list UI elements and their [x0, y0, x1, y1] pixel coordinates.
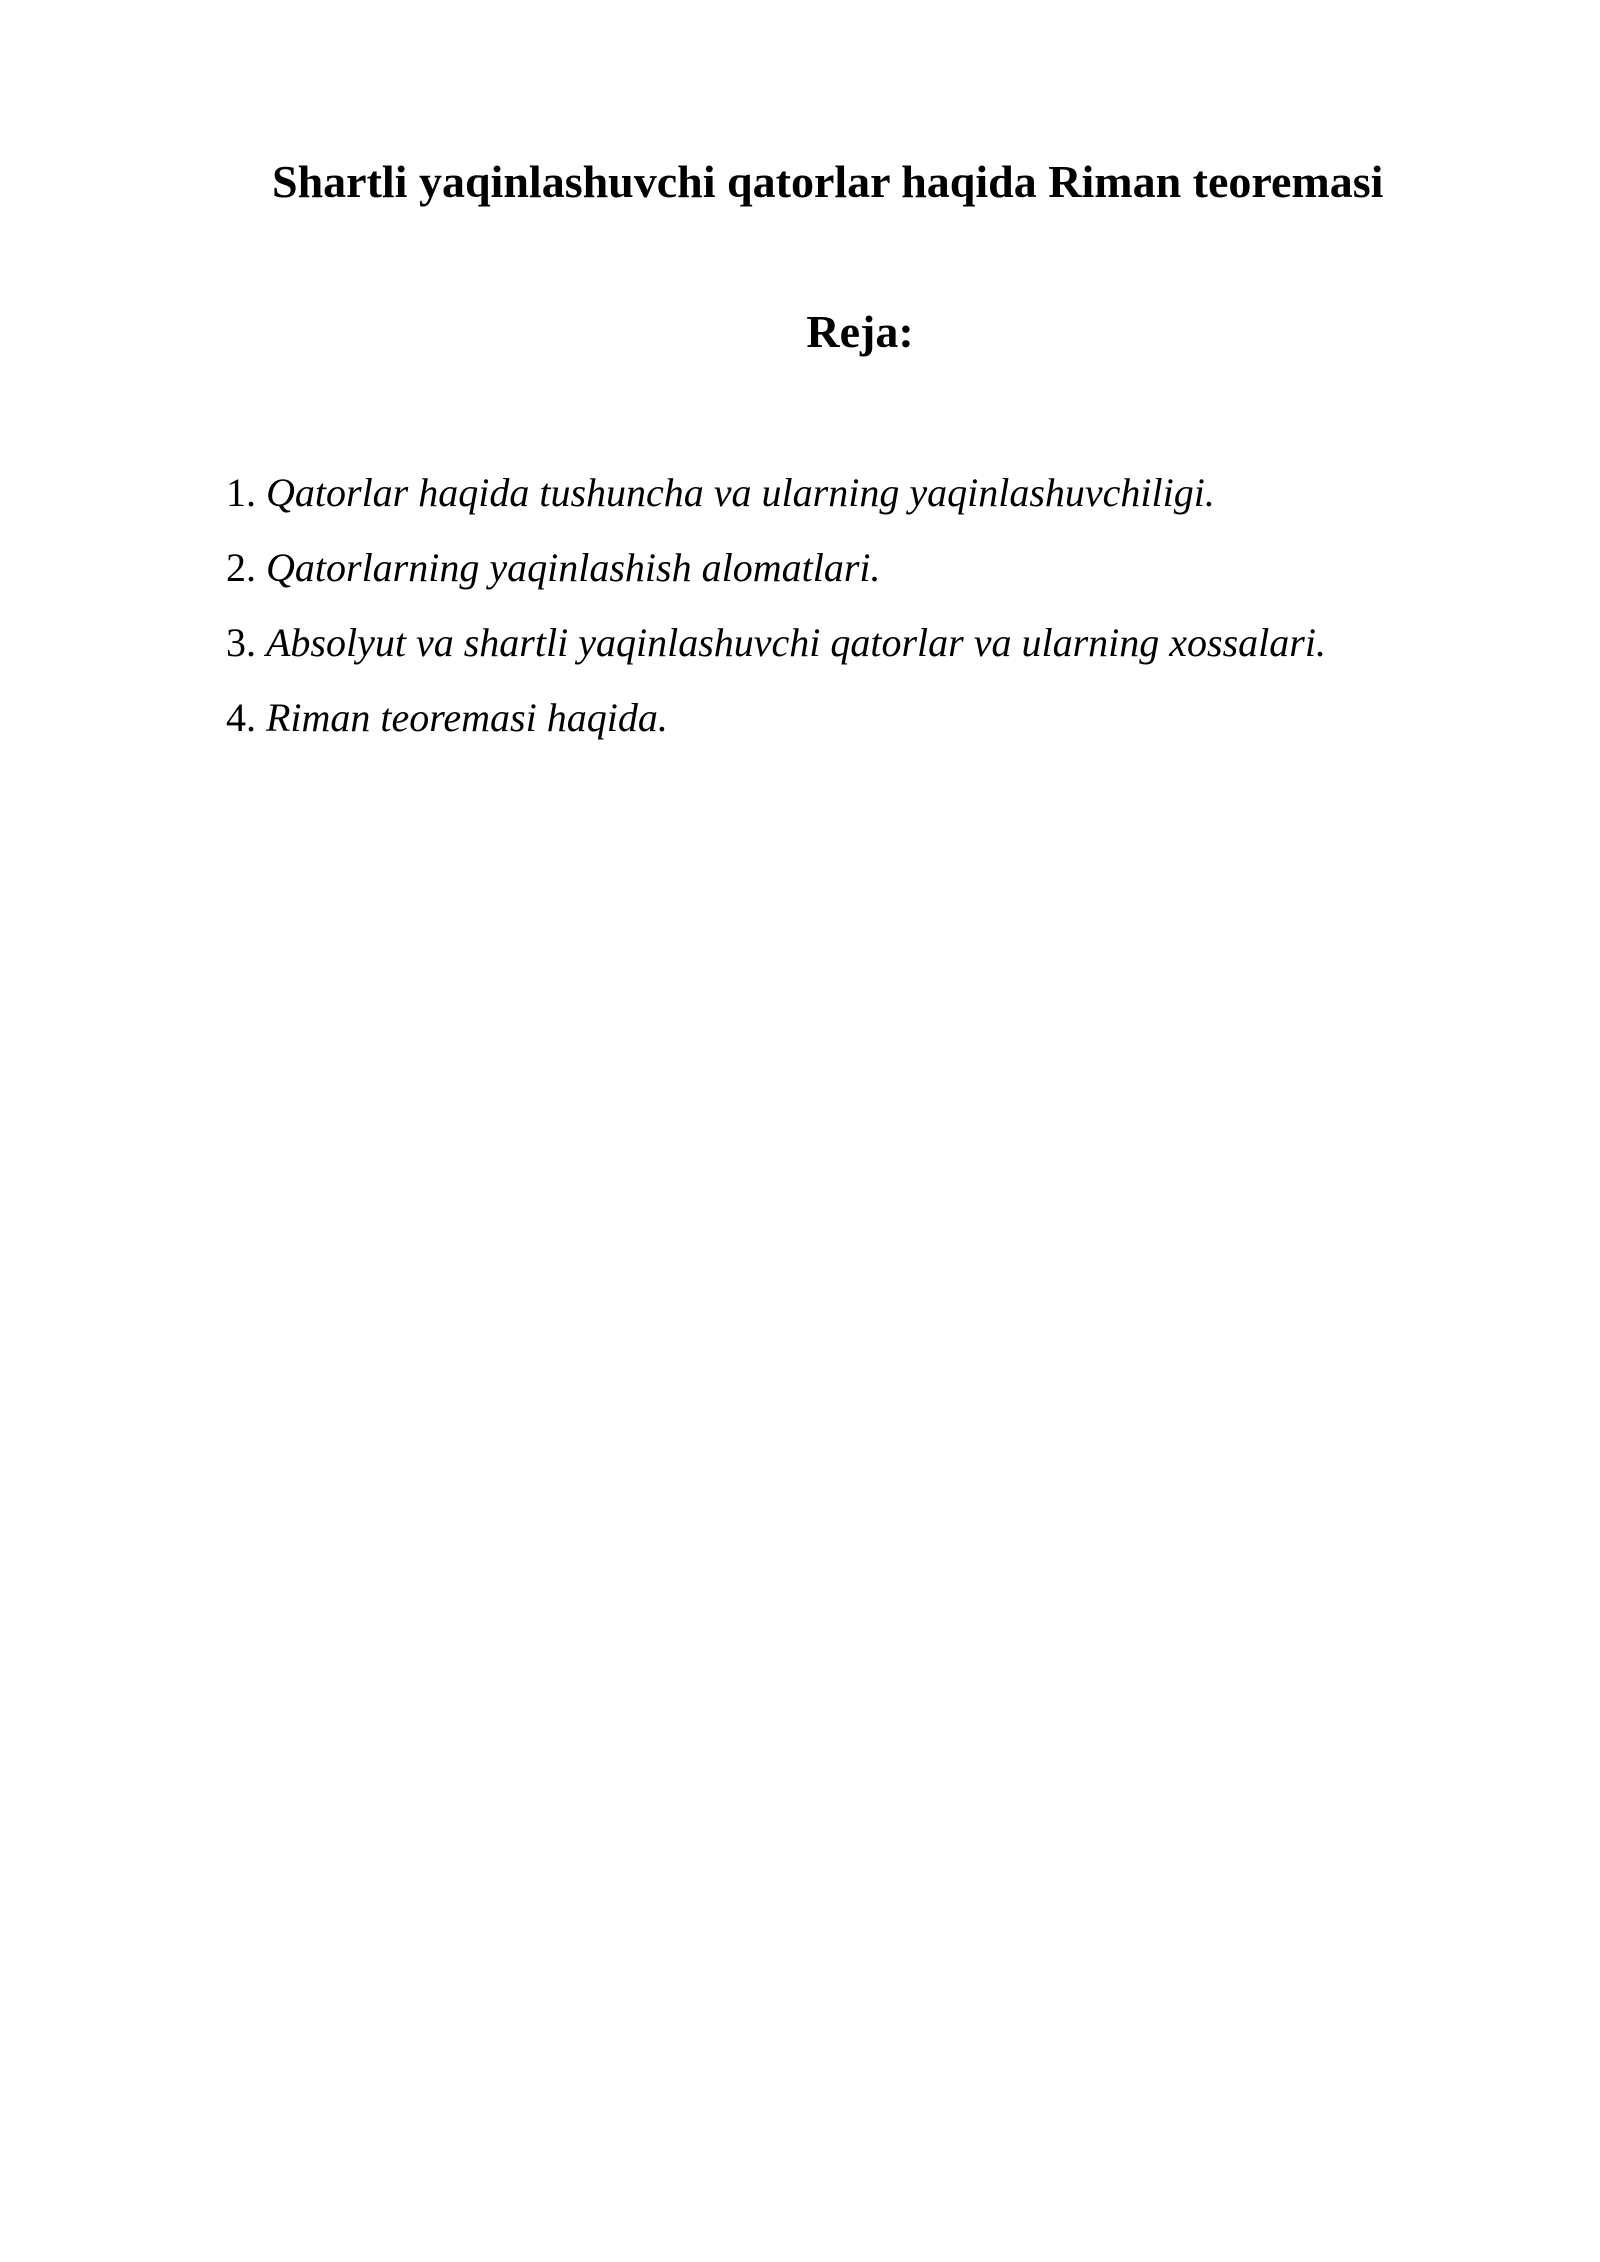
plan-item	[226, 540, 1326, 615]
plan-item	[226, 690, 1326, 765]
plan-item-number: 3.	[226, 620, 256, 665]
plan-item-text: Absolyut va shartli yaqinlashuvchi qatorlar va ularning xossalari.	[266, 620, 1326, 665]
plan-list	[226, 465, 1326, 765]
plan-item-text: Qatorlarning yaqinlashish alomatlari.	[266, 545, 881, 590]
document-title: Shartli yaqinlashuvchi qatorlar haqida Riman teoremasi	[272, 156, 1384, 207]
plan-item	[226, 465, 1326, 540]
plan-item-number: 2.	[226, 545, 256, 590]
plan-heading: Reja:	[806, 306, 914, 357]
plan-item	[226, 615, 1326, 690]
plan-item-number: 1.	[226, 470, 256, 515]
plan-item-number: 4.	[226, 695, 256, 740]
plan-item-text: Riman teoremasi haqida.	[266, 695, 668, 740]
plan-item-text: Qatorlar haqida tushuncha va ularning yaqinlashuvchiligi.	[266, 470, 1215, 515]
